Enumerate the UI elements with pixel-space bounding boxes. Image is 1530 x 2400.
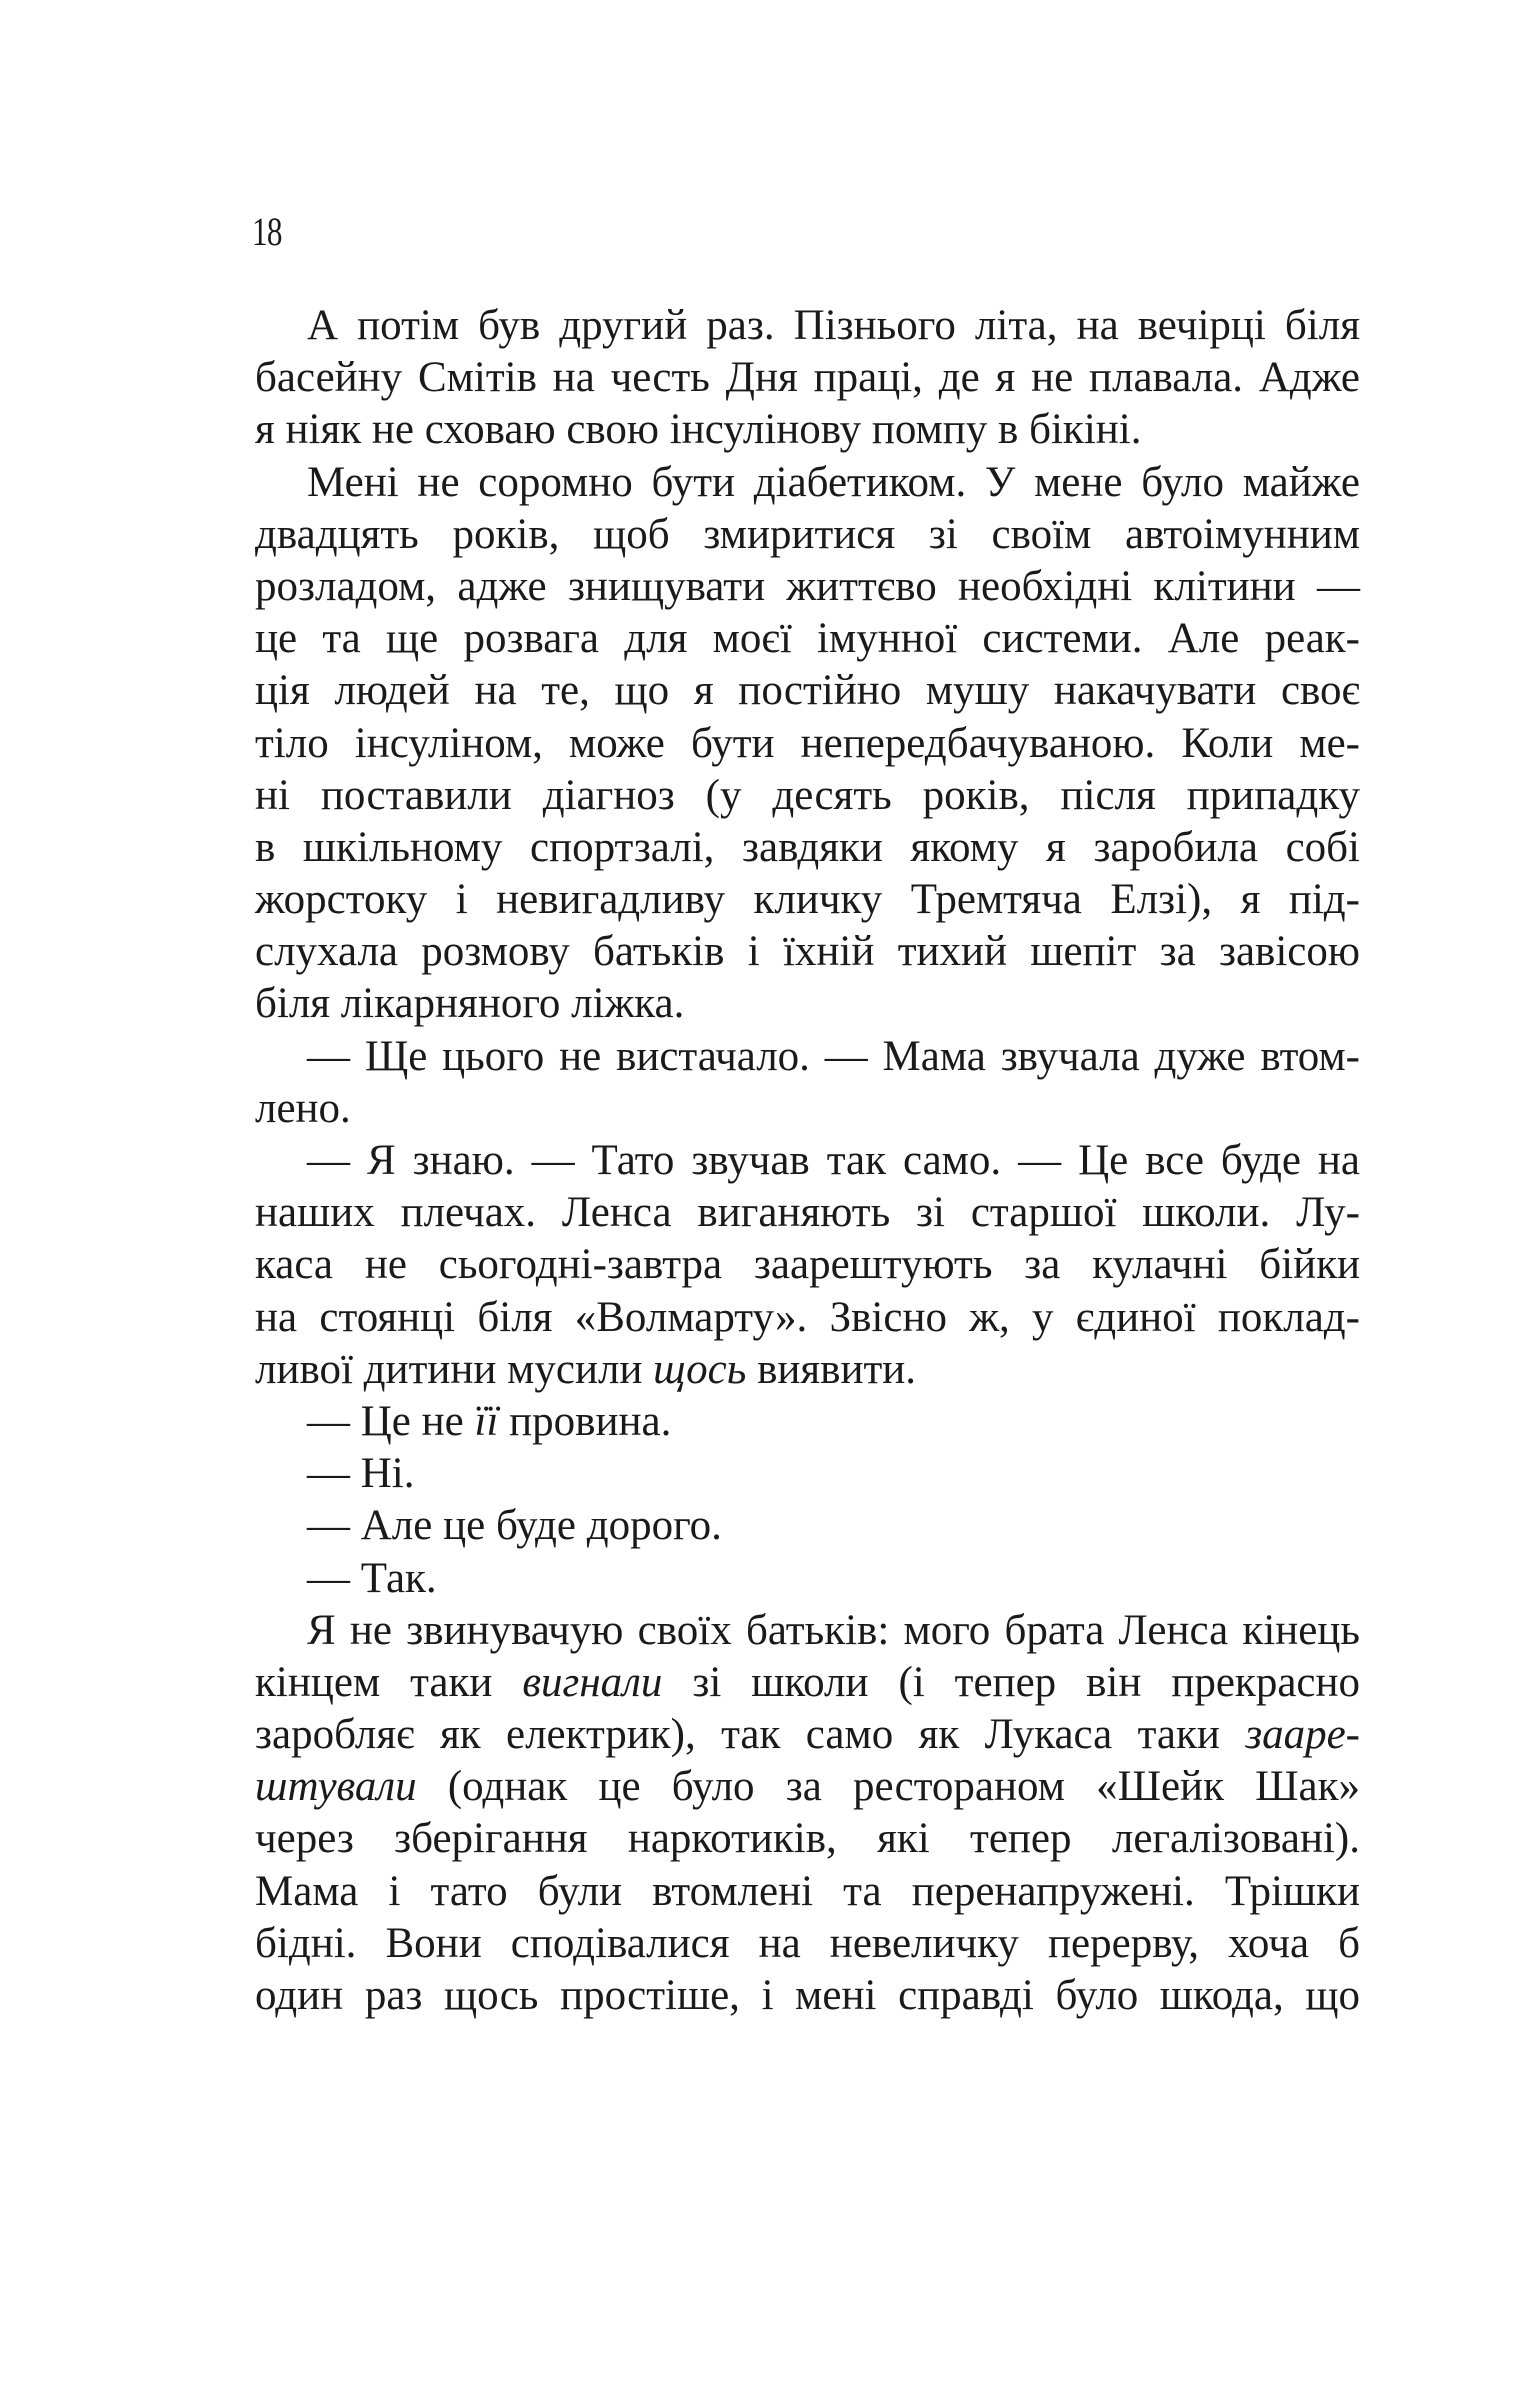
- italic-span: штували: [255, 1763, 417, 1811]
- text-line: двадцять років, щоб змиритися зі своїм автоімунним: [255, 510, 1360, 558]
- text-line: [255, 1761, 1360, 1813]
- text-span: ливої дитини мусили: [255, 1345, 654, 1393]
- text-line: [255, 1657, 1360, 1709]
- text-line: ція людей на те, що я постійно мушу накачувати своє: [255, 667, 1360, 715]
- text-span: провина.: [498, 1397, 672, 1445]
- text-line: каса не сьогодні-завтра заарештують за кулачні бійки: [255, 1241, 1360, 1289]
- text-line: басейну Смітів на честь Дня праці, де я не плавала. Адже: [255, 354, 1360, 402]
- text-span: — Це не: [307, 1397, 475, 1445]
- text-line: — Я знаю. — Тато звучав так само. — Це все буде на: [307, 1137, 1360, 1184]
- text-line: Мама і тато були втомлені та перенапружені. Трішки: [255, 1867, 1360, 1915]
- italic-span: вигнали: [522, 1658, 663, 1706]
- italic-span: зааре-: [1245, 1711, 1360, 1759]
- text-span: кінцем таки: [255, 1658, 523, 1706]
- text-line: [255, 1344, 1360, 1396]
- text-span: заробляє як електрик), так само як Лукаса таки: [255, 1711, 1246, 1759]
- text-line: слухала розмову батьків і їхній тихий шепіт за завісою: [255, 928, 1360, 976]
- page-number: 18: [252, 209, 282, 254]
- text-line: ні поставили діагноз (у десять років, після припадку: [255, 771, 1360, 819]
- text-line: лено.: [255, 1084, 351, 1132]
- text-span: (однак це було за рестораном «Шейк Шак»: [416, 1763, 1360, 1811]
- text-line: — Але це буде дорого.: [307, 1502, 722, 1550]
- text-line: — Ще цього не вистачало. — Мама звучала дуже втом-: [307, 1032, 1360, 1080]
- text-line: це та ще розвага для моєї імунної системи. Але реак-: [255, 615, 1360, 663]
- text-line: тіло інсуліном, може бути непередбачуваною. Коли ме-: [255, 719, 1360, 767]
- text-line: я ніяк не сховаю свою інсулінову помпу в бікіні.: [255, 406, 1142, 454]
- text-line: в шкільному спортзалі, завдяки якому я заробила собі: [255, 823, 1360, 871]
- italic-span: її: [474, 1397, 499, 1445]
- text-line: [255, 1709, 1360, 1761]
- text-line: бідні. Вони сподівалися на невеличку перерву, хоча б: [255, 1919, 1360, 1967]
- text-line: Мені не соромно бути діабетиком. У мене було майже: [307, 458, 1360, 506]
- text-line: через зберігання наркотиків, які тепер легалізовані).: [255, 1815, 1360, 1863]
- italic-span: щось: [653, 1345, 747, 1393]
- text-line: біля лікарняного ліжка.: [255, 980, 685, 1028]
- text-line: [255, 1396, 1360, 1448]
- text-line: наших плечах. Ленса виганяють зі старшої школи. Лу-: [255, 1189, 1360, 1237]
- text-line: Я не звинувачую своїх батьків: мого брата Ленса кінець: [307, 1606, 1360, 1654]
- body-text: [255, 300, 1360, 2022]
- text-line: жорстоку і невигадливу кличку Тремтяча Елзі), я під-: [255, 876, 1360, 924]
- text-span: виявити.: [746, 1345, 917, 1393]
- text-line: розладом, адже знищувати життєво необхідні клітини —: [255, 562, 1360, 610]
- text-line: на стоянці біля «Волмарту». Звісно ж, у єдиної поклад-: [255, 1293, 1360, 1341]
- text-line: — Ні.: [307, 1450, 415, 1498]
- text-line: один раз щось простіше, і мені справді було шкода, що: [255, 1972, 1360, 2019]
- text-line: — Так.: [307, 1554, 437, 1602]
- text-span: зі школи (і тепер він прекрасно: [662, 1658, 1361, 1706]
- text-line: А потім був другий раз. Пізнього літа, на вечірці біля: [307, 302, 1360, 349]
